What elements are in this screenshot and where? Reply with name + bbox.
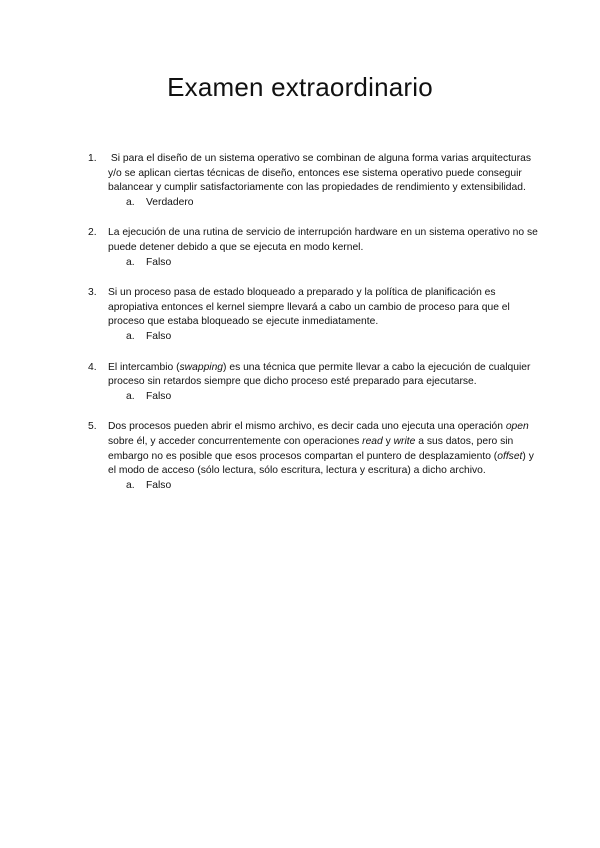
question-number: 3. [88, 287, 97, 299]
answer-letter: a. [126, 330, 135, 342]
question-text: Si un proceso pasa de estado bloqueado a preparado y la política de planificación es apropiativa entonces el kernel siempre llevará a cabo un cambio de proceso para que el proceso que estaba bloqueado se ejecute inmediatamente. [108, 287, 510, 328]
question-text [108, 361, 538, 390]
answer-item [108, 330, 538, 345]
question-text-italic: offset [497, 450, 523, 462]
answer-text: Verdadero [146, 196, 194, 208]
answer-text: Falso [146, 390, 172, 402]
answer-text: Falso [146, 256, 172, 268]
question-text-italic: swapping [179, 361, 224, 373]
question-number: 4. [88, 361, 97, 373]
answer-text: Falso [146, 330, 172, 342]
answer-item [108, 479, 538, 494]
question-text-segment: ) y el modo de acceso (sólo lectura, sólo escritura, lectura y escritura) a dicho archivo. [108, 450, 534, 477]
question-number: 1. [88, 153, 97, 164]
answer-letter: a. [126, 479, 135, 491]
answer-item [108, 256, 538, 271]
question-text: Si para el diseño de un sistema operativo se combinan de alguna forma varias arquitecturas y/o se aplican ciertas técnicas de diseño, entonces ese sistema operativo puede conseguir balancear y cumplir satisfactoriamente con las propiedades de rendimiento y extensibilidad. [108, 153, 534, 194]
answer-item [108, 390, 538, 405]
question-item [88, 226, 538, 270]
answer-letter: a. [126, 390, 135, 402]
question-text-segment: Dos procesos pueden abrir el mismo archivo, es decir cada uno ejecuta una operación [108, 421, 506, 433]
question-text-italic: read [362, 435, 383, 447]
question-item [88, 420, 538, 493]
question-item [88, 286, 538, 344]
question-text-italic: open [505, 421, 529, 433]
answer-text: Falso [146, 479, 172, 491]
question-text-segment: y [382, 435, 394, 447]
answer-item [108, 196, 538, 211]
question-text [108, 420, 538, 478]
question-item [88, 152, 538, 210]
question-list [88, 152, 538, 509]
question-text-segment: sobre él, y acceder concurrentemente con operaciones [108, 435, 363, 447]
question-text-segment: El intercambio ( [108, 361, 180, 373]
question-text: La ejecución de una rutina de servicio de interrupción hardware en un sistema operativo no se puede detener debido a que se ejecuta en modo kernel. [108, 227, 538, 253]
question-number: 5. [88, 421, 97, 433]
question-text-segment: ) es una técnica que permite llevar a cabo la ejecución de cualquier proceso sin retardos siempre que dicho proceso esté preparado para ejecutarse. [108, 361, 531, 388]
question-number: 2. [88, 227, 97, 239]
question-text-italic: write [393, 435, 416, 447]
answer-letter: a. [126, 196, 135, 208]
question-text-segment: a sus datos, pero sin embargo no es posible que esos procesos compartan el puntero de desplazamiento ( [108, 435, 514, 462]
question-item [88, 361, 538, 405]
answer-letter: a. [126, 256, 135, 268]
page-title: Examen extraordinario [167, 72, 433, 102]
